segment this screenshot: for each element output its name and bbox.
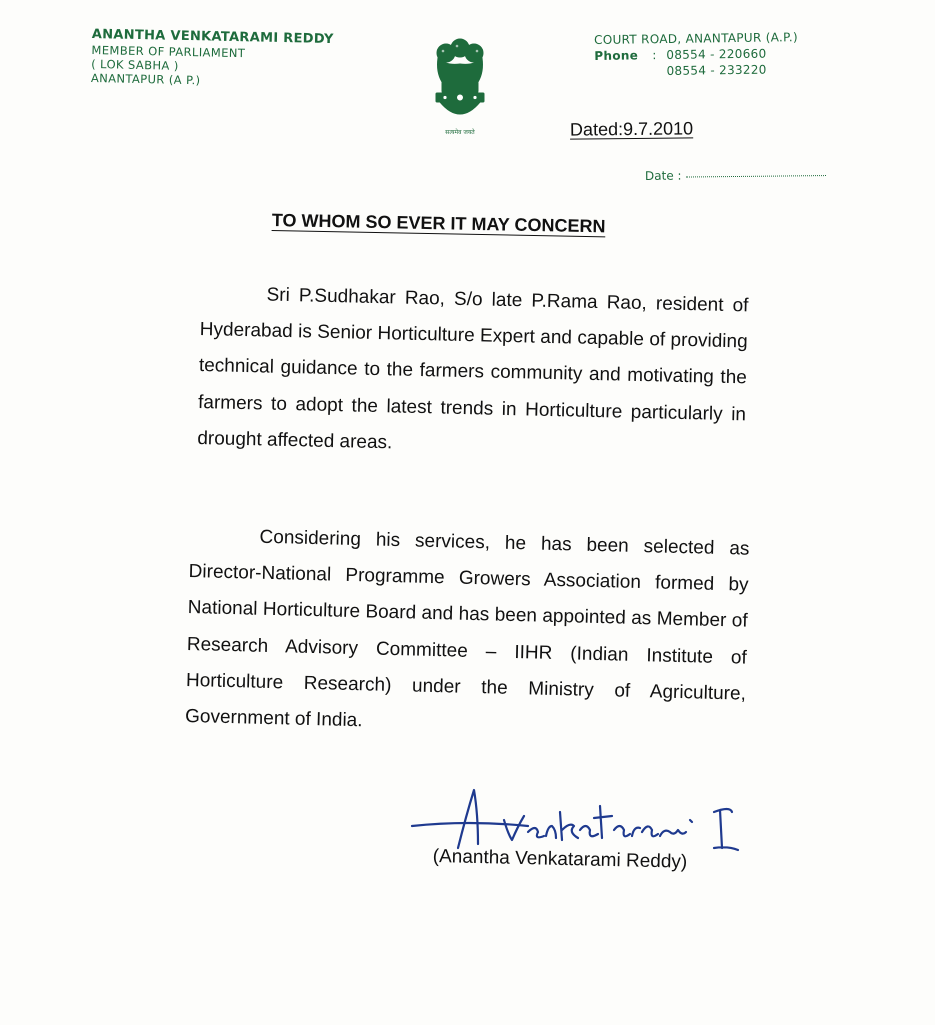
- phone-numbers: [666, 46, 767, 79]
- letterhead-right: [594, 29, 798, 80]
- emblem-motto: सत्यमेव जयते: [445, 129, 475, 136]
- letterhead-phone: [594, 45, 798, 80]
- date-field-dots: [686, 175, 826, 177]
- letterhead-address: COURT ROAD, ANANTAPUR (A.P.): [594, 30, 798, 47]
- phone-label: Phone: [594, 48, 639, 63]
- phone-number-1: 08554 - 220660: [666, 46, 767, 62]
- date-field: [645, 167, 826, 183]
- signer-name: (Anantha Venkatarami Reddy): [432, 846, 688, 873]
- letter-subject: TO WHOM SO EVER IT MAY CONCERN: [271, 210, 606, 237]
- letterhead-designation: MEMBER OF PARLIAMENT: [91, 42, 246, 61]
- national-emblem-icon: [424, 36, 496, 138]
- body-paragraph-1: Sri P.Sudhakar Rao, S/o late P.Rama Rao, resident of Hyderabad is Senior Horticulture Expert and capable of providing technical guidance to the farmers community and motivating the farmers to adopt the latest trends in Horticulture particularly in drought affected areas.: [197, 284, 749, 454]
- letterhead-constituency: ANANTAPUR (A P.): [90, 70, 201, 88]
- letterhead-left: [91, 26, 334, 90]
- phone-number-2: 08554 - 233220: [666, 62, 767, 78]
- letterhead-house: ( LOK SABHA ): [91, 56, 179, 73]
- letterhead-name: ANANTHA VENKATARAMI REDDY: [91, 26, 334, 48]
- date-field-label: Date :: [644, 168, 682, 183]
- handwritten-signature: [408, 786, 753, 856]
- body-paragraph-2: Considering his services, he has been selected as Director-National Programme Growers Association formed by National Horticulture Board and has been appointed as Member of Research Advisory Committee – IIHR (Indian Institute of Horticulture Research) under the Ministry of Agriculture, Government of India.: [184, 526, 750, 732]
- letter-date: Dated:9.7.2010: [569, 118, 694, 140]
- phone-separator: :: [652, 48, 657, 63]
